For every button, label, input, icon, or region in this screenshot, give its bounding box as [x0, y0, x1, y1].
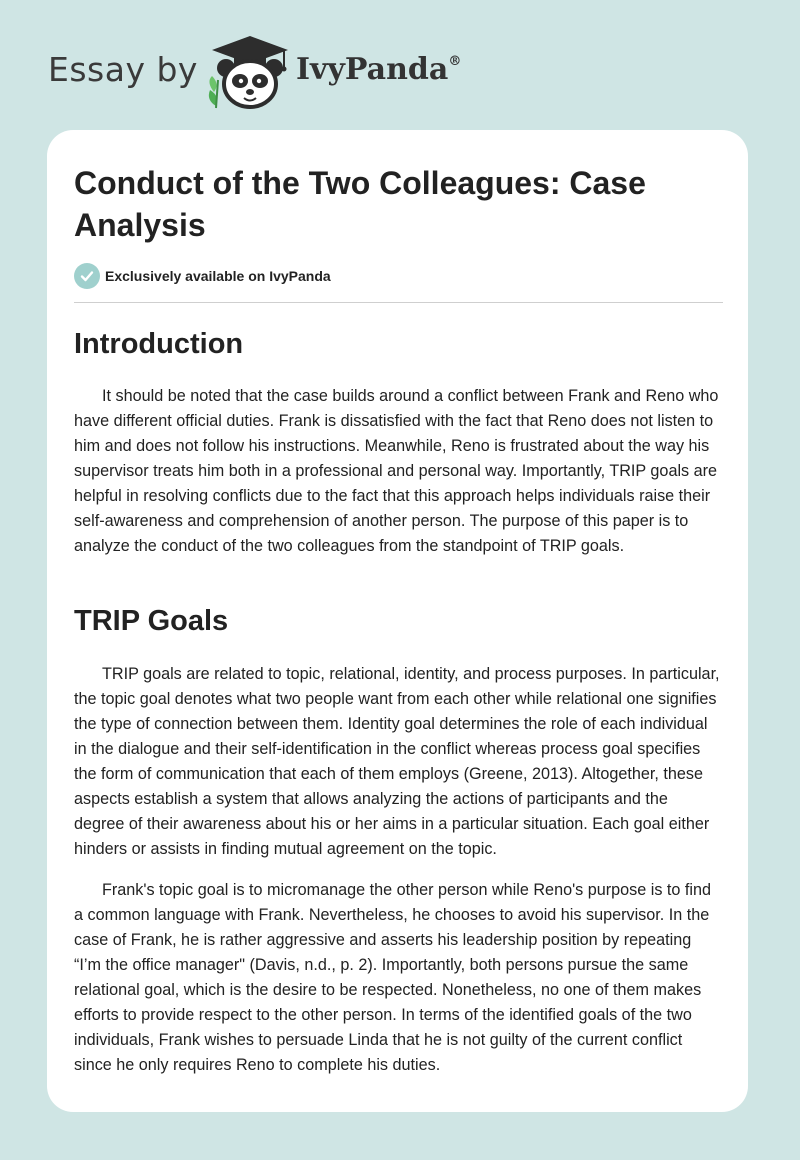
brand-name[interactable] — [296, 52, 461, 87]
essay-by-label: Essay by — [48, 50, 198, 89]
article-title: Conduct of the Two Colleagues: Case Analysis — [74, 165, 646, 243]
section-heading-trip-goals: TRIP Goals — [74, 605, 229, 637]
title-divider — [74, 302, 723, 303]
panda-logo-icon[interactable] — [204, 34, 296, 110]
section-heading-introduction: Introduction — [74, 328, 244, 360]
exclusive-badge — [74, 263, 331, 289]
exclusive-badge-label: Exclusively available on IvyPanda — [105, 268, 331, 284]
brand-label: IvyPanda — [296, 52, 449, 87]
trip-goals-paragraph-2: Frank's topic goal is to micromanage the other person while Reno's purpose is to find a common language with Frank. Nevertheless, he chooses to avoid his supervisor. In the case of Frank, he is rather aggressive and asserts his leadership position by repeating “I’m the office manager" (Davis, n.d., p. 2). Importantly, both persons pursue the same relational goal, which is the desire to be respected. Nonetheless, no one of them makes efforts to provide respect to the other person. In terms of the identified goals of the two individuals, Frank wishes to persuade Linda that he is not guilty of the current conflict since he only requires Reno to complete his duties. — [74, 881, 712, 1074]
site-header — [48, 34, 548, 114]
trip-goals-paragraph-1: TRIP goals are related to topic, relational, identity, and process purposes. In particular, the topic goal denotes what two people want from each other while relational one signifies the type of connection between them. Identity goal determines the role of each individual in the dialogue and their self-identification in the conflict whereas process goal specifies the form of communication that each of them employs (Greene, 2013). Altogether, these aspects establish a system that allows analyzing the actions of participants and the degree of their awareness about his or her aims in a particular situation. Each goal either hinders or assists in finding mutual agreement on the topic. — [74, 665, 720, 858]
article-card — [47, 130, 748, 1112]
registered-mark: ® — [448, 54, 462, 69]
checkmark-icon — [74, 263, 100, 289]
introduction-paragraph: It should be noted that the case builds around a conflict between Frank and Reno who have different official duties. Frank is dissatisfied with the fact that Reno does not listen to him and does not follow his instructions. Meanwhile, Reno is frustrated about the way his supervisor treats him both in a professional and personal way. Importantly, TRIP goals are helpful in resolving conflicts due to the fact that this approach helps individuals raise their self-awareness and comprehension of another person. The purpose of this paper is to analyze the conduct of the two colleagues from the standpoint of TRIP goals. — [74, 387, 719, 555]
